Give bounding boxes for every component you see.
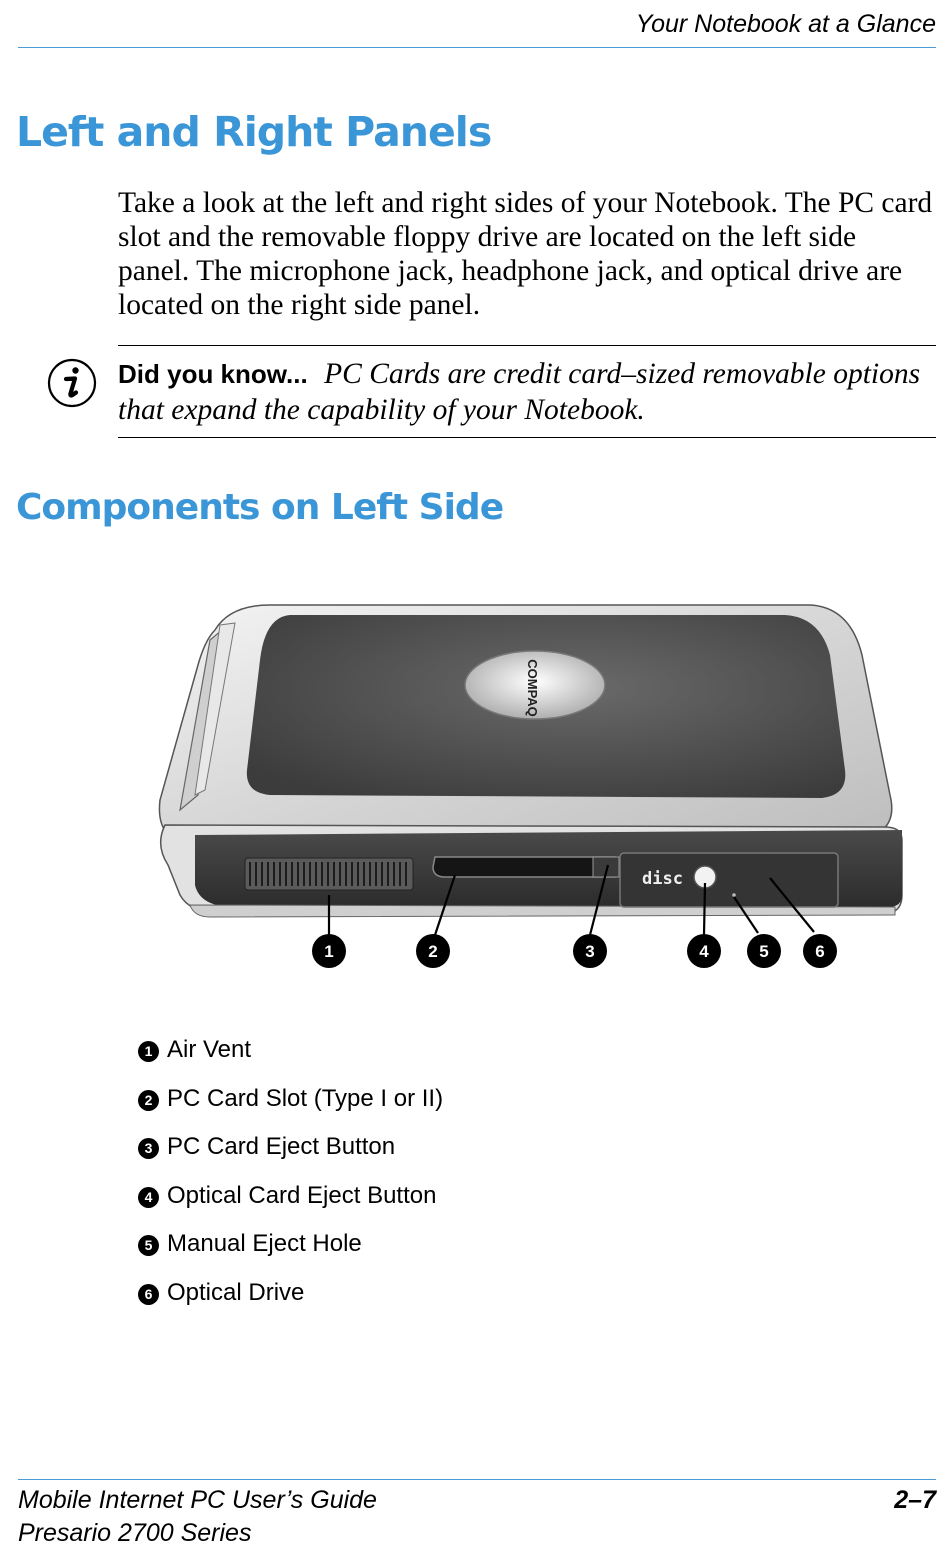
- disc-label: disc: [642, 869, 683, 889]
- note-label: Did you know...: [118, 359, 308, 389]
- list-item-label: Optical Card Eject Button: [167, 1181, 437, 1209]
- list-item-label: PC Card Slot (Type I or II): [167, 1084, 444, 1112]
- list-number-badge: 5: [138, 1235, 159, 1256]
- list-item: [138, 1225, 443, 1274]
- list-item-label: PC Card Eject Button: [167, 1133, 396, 1160]
- intro-paragraph: Take a look at the left and right sides of your Notebook. The PC card slot and the removable floppy drive are located on the left side panel. The microphone jack, headphone jack, and optical drive are located on the right side panel.: [118, 187, 933, 321]
- list-item-label: Manual Eject Hole: [167, 1230, 362, 1257]
- list-number-badge: 3: [138, 1138, 159, 1159]
- list-item: [138, 1274, 443, 1323]
- notebook-left-side-illustration: [150, 595, 910, 985]
- list-number-badge: 4: [138, 1187, 159, 1208]
- list-number-badge: 1: [138, 1041, 159, 1062]
- info-icon: [47, 358, 97, 408]
- callout-5-label: 5: [759, 942, 769, 961]
- list-number-badge: 2: [138, 1090, 159, 1111]
- callout-6-label: 6: [815, 942, 825, 961]
- list-item: [138, 1080, 443, 1129]
- note-bottom-rule: [118, 437, 936, 438]
- list-item: [138, 1031, 443, 1080]
- manual-eject-hole: [732, 893, 736, 897]
- list-number-badge: 6: [138, 1284, 159, 1305]
- pc-card-slot: [433, 857, 615, 877]
- callout-4-label: 4: [699, 942, 709, 961]
- footer-titles: [18, 1484, 377, 1550]
- list-item-label: Optical Drive: [167, 1278, 305, 1306]
- component-list: [138, 1031, 443, 1322]
- callout-2-label: 2: [428, 942, 438, 961]
- logo-text: COMPAQ: [525, 659, 540, 717]
- note-body: PC Cards are credit card–sized removable options that expand the capability of your Notebook.: [118, 358, 921, 426]
- running-header: Your Notebook at a Glance: [635, 10, 936, 38]
- list-item: [138, 1177, 443, 1226]
- footer-guide-title: Mobile Internet PC User’s Guide: [18, 1486, 377, 1514]
- footer-rule: [18, 1479, 936, 1480]
- page-number: 2–7: [894, 1486, 936, 1514]
- list-item-label: Air Vent: [167, 1036, 252, 1063]
- list-item: [138, 1128, 443, 1177]
- callout-3-label: 3: [585, 942, 595, 961]
- callout-1-label: 1: [324, 942, 334, 961]
- page-heading: Left and Right Panels: [16, 108, 492, 156]
- footer-series: Presario 2700 Series: [18, 1519, 252, 1547]
- callout-badges: [312, 934, 837, 968]
- header-rule: [18, 47, 936, 48]
- note-top-rule: [118, 345, 936, 346]
- did-you-know-note: [118, 356, 933, 428]
- section-heading: Components on Left Side: [16, 487, 504, 528]
